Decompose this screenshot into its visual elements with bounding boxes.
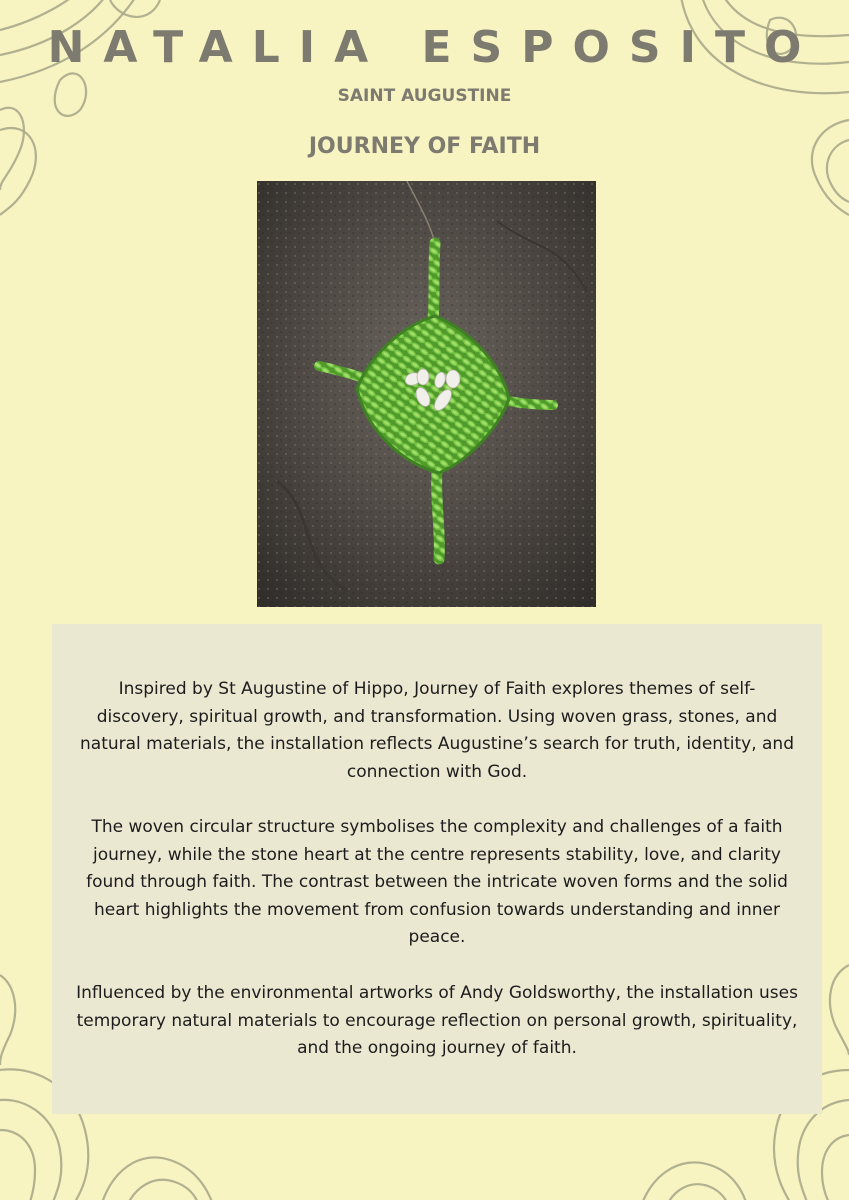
artwork-photo — [257, 181, 596, 607]
artist-statement-box — [52, 624, 822, 1114]
statement-paragraph-1: Inspired by St Augustine of Hippo, Journey of Faith explores themes of self-discovery, spiritual growth, and transformation. Using woven grass, stones, and natural materials, the installation reflects Augustine’s search for truth, identity, and connection with God. — [80, 679, 794, 782]
statement-paragraph-2: The woven circular structure symbolises the complexity and challenges of a faith journey, while the stone heart at the centre represents stability, love, and clarity found through faith. The contrast between the intricate woven forms and the solid heart highlights the movement from confusion towards understanding and inner peace. — [86, 817, 788, 947]
statement-paragraph-3: Influenced by the environmental artworks of Andy Goldsworthy, the installation uses temporary natural materials to encourage reflection on personal growth, spirituality, and the ongoing journey of faith. — [76, 983, 798, 1058]
artist-school: SAINT AUGUSTINE — [337, 86, 512, 106]
artwork-title: JOURNEY OF FAITH — [308, 134, 541, 159]
artist-name: NATALIA ESPOSITO — [47, 22, 821, 73]
woven-grass-installation-icon — [257, 181, 596, 607]
